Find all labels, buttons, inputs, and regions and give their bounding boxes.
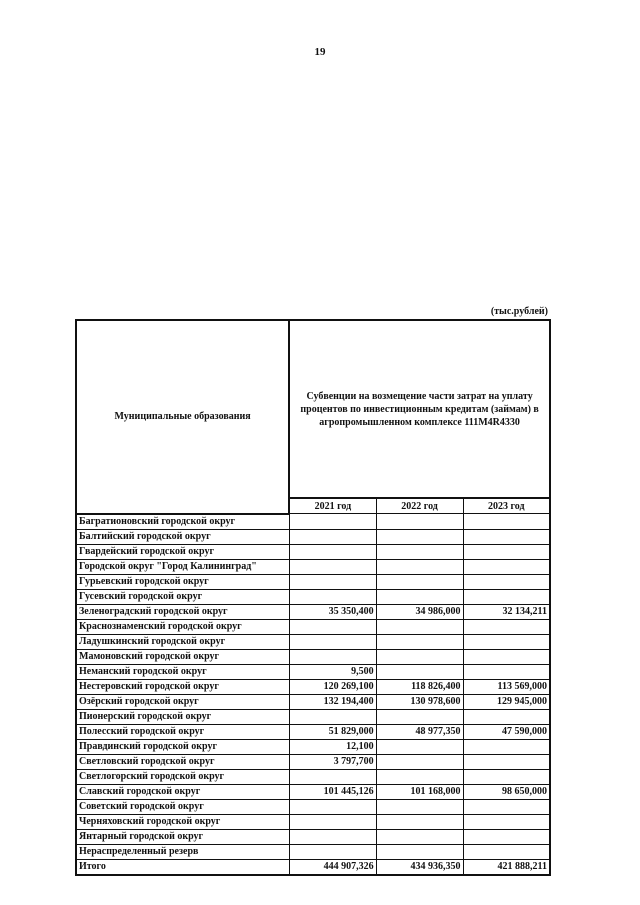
amount-2021 [289,544,376,559]
amount-2023 [463,559,550,574]
amount-2023 [463,709,550,724]
municipality-name: Озёрский городской округ [76,694,289,709]
amount-2021 [289,844,376,859]
table-row [76,529,550,544]
table-row [76,574,550,589]
municipality-name: Нестеровский городской округ [76,679,289,694]
amount-2021 [289,559,376,574]
amount-2022 [376,529,463,544]
amount-2022 [376,754,463,769]
municipality-name: Зеленоградский городской округ [76,604,289,619]
table-row [76,604,550,619]
municipality-name: Светлогорский городской округ [76,769,289,784]
amount-2021: 3 797,700 [289,754,376,769]
amount-2022: 34 986,000 [376,604,463,619]
table-row [76,589,550,604]
municipality-name: Светловский городской округ [76,754,289,769]
municipality-name: Гусевский городской округ [76,589,289,604]
amount-2023 [463,769,550,784]
amount-2023 [463,664,550,679]
amount-2023 [463,589,550,604]
amount-2022 [376,814,463,829]
amount-2022 [376,664,463,679]
table-row [76,634,550,649]
amount-2023 [463,619,550,634]
amount-2023 [463,514,550,530]
amount-2023: 129 945,000 [463,694,550,709]
amount-2022 [376,589,463,604]
total-label: Итого [76,859,289,875]
year-2022-header: 2022 год [376,498,463,514]
year-2023-header: 2023 год [463,498,550,514]
municipality-name: Ладушкинский городской округ [76,634,289,649]
amount-2022 [376,634,463,649]
amount-2022 [376,559,463,574]
municipality-name: Правдинский городской округ [76,739,289,754]
amount-2021 [289,514,376,530]
amount-2023 [463,739,550,754]
amount-2021 [289,619,376,634]
amount-2021: 51 829,000 [289,724,376,739]
amount-2022 [376,514,463,530]
table-row [76,724,550,739]
amount-2023 [463,814,550,829]
amount-2021 [289,574,376,589]
table-row [76,844,550,859]
amount-2021 [289,589,376,604]
table-row [76,754,550,769]
amount-2023 [463,649,550,664]
table-row [76,784,550,799]
amount-2023 [463,754,550,769]
amount-2023 [463,634,550,649]
municipalities-header: Муниципальные образования [76,320,289,514]
amount-2022: 48 977,350 [376,724,463,739]
table-row [76,559,550,574]
year-2021-header: 2021 год [289,498,376,514]
amount-2021 [289,709,376,724]
municipality-name: Славский городской округ [76,784,289,799]
amount-2022 [376,619,463,634]
total-row [76,859,550,875]
amount-2022 [376,799,463,814]
table-row [76,619,550,634]
amount-2021: 120 269,100 [289,679,376,694]
amount-2021 [289,829,376,844]
table-row [76,679,550,694]
subsidy-table [75,319,551,876]
total-2023: 421 888,211 [463,859,550,875]
table-row [76,739,550,754]
amount-2021 [289,634,376,649]
amount-2023 [463,844,550,859]
municipality-name: Балтийский городской округ [76,529,289,544]
municipality-name: Советский городской округ [76,799,289,814]
amount-2023: 47 590,000 [463,724,550,739]
amount-2022 [376,649,463,664]
amount-2022 [376,739,463,754]
amount-2023: 113 569,000 [463,679,550,694]
municipality-name: Мамоновский городской округ [76,649,289,664]
total-2022: 434 936,350 [376,859,463,875]
amount-2022 [376,769,463,784]
amount-2023 [463,544,550,559]
table-body [76,514,550,875]
amount-2022 [376,544,463,559]
table-row [76,694,550,709]
amount-2021: 101 445,126 [289,784,376,799]
amount-2023 [463,829,550,844]
municipality-name: Гвардейский городской округ [76,544,289,559]
units-label: (тыс.рублей) [490,306,548,317]
amount-2023 [463,574,550,589]
municipality-name: Янтарный городской округ [76,829,289,844]
municipality-name: Гурьевский городской округ [76,574,289,589]
table-row [76,829,550,844]
amount-2021 [289,814,376,829]
amount-2022 [376,574,463,589]
municipality-name: Городской округ "Город Калининград" [76,559,289,574]
table-row [76,664,550,679]
amount-2022 [376,829,463,844]
amount-2022: 130 978,600 [376,694,463,709]
amount-2021: 35 350,400 [289,604,376,619]
total-2021: 444 907,326 [289,859,376,875]
amount-2023: 98 650,000 [463,784,550,799]
amount-2021 [289,769,376,784]
amount-2021: 9,500 [289,664,376,679]
municipality-name: Краснознаменский городской округ [76,619,289,634]
amount-2021 [289,529,376,544]
table-row [76,769,550,784]
amount-2023 [463,799,550,814]
amount-2021: 12,100 [289,739,376,754]
municipality-name: Багратионовский городской округ [76,514,289,530]
municipality-name: Черняховский городской округ [76,814,289,829]
page-number: 19 [314,46,326,58]
amount-2022 [376,844,463,859]
amount-2023 [463,529,550,544]
table-row [76,544,550,559]
amount-2022 [376,709,463,724]
amount-2021 [289,799,376,814]
table-row [76,709,550,724]
table-row [76,814,550,829]
municipality-name: Неманский городской округ [76,664,289,679]
municipality-name: Нераспределенный резерв [76,844,289,859]
municipality-name: Полесский городской округ [76,724,289,739]
table-header [76,320,550,514]
table-row [76,514,550,530]
amount-2021: 132 194,400 [289,694,376,709]
municipality-name: Пионерский городской округ [76,709,289,724]
amount-2022: 118 826,400 [376,679,463,694]
table-row [76,799,550,814]
amount-2023: 32 134,211 [463,604,550,619]
subsidy-header: Субвенции на возмещение части затрат на уплату процентов по инвестиционным кредитам (займам) в агропромышленном комплексе 111M4R4330 [289,320,550,498]
amount-2021 [289,649,376,664]
table-row [76,649,550,664]
amount-2022: 101 168,000 [376,784,463,799]
